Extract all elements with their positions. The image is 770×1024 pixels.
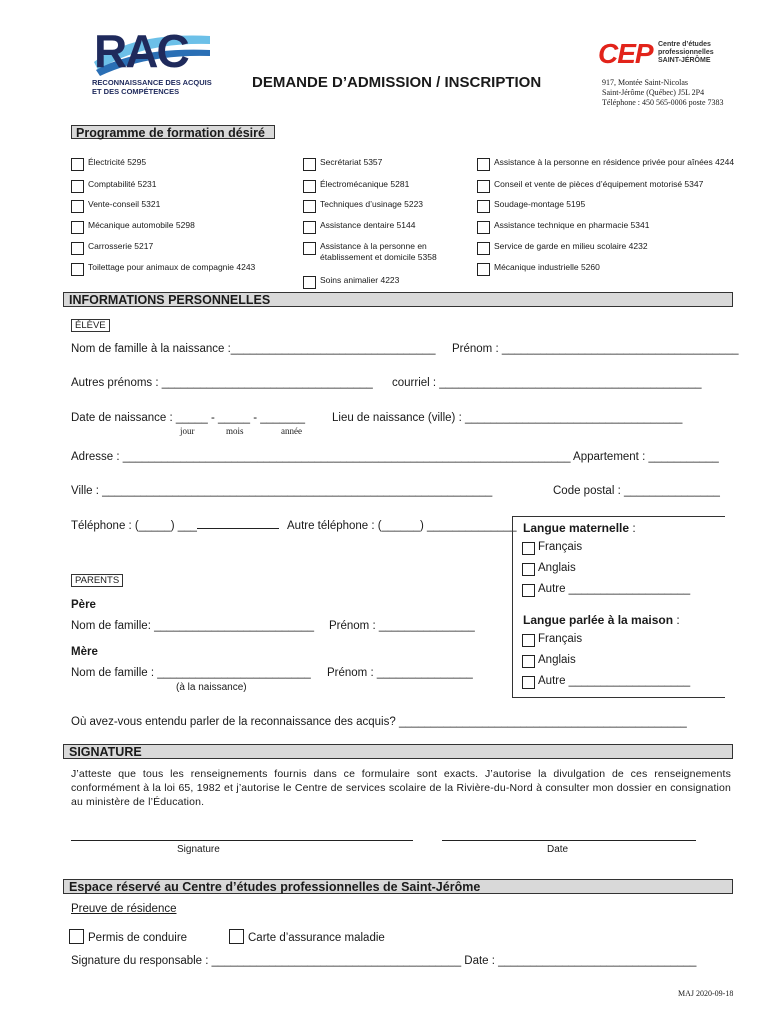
- cep-logo-sub1: Centre d’études: [658, 41, 711, 48]
- signature-heading: SIGNATURE: [63, 744, 733, 759]
- permis-label: Permis de conduire: [88, 932, 188, 944]
- maison-autre-checkbox[interactable]: [522, 676, 535, 689]
- mat-autre-checkbox[interactable]: [522, 584, 535, 597]
- nom-naissance-field[interactable]: Nom de famille à la naissance :________________________________: [71, 343, 436, 355]
- telephone-label: Téléphone : (_____) ___: [71, 520, 197, 532]
- ville-field[interactable]: Ville : _____________________________________________________________: [71, 485, 493, 497]
- mat-autre-label[interactable]: Autre ___________________: [538, 583, 691, 595]
- signature-text: J’atteste que tous les renseignements fournis dans ce formulaire sont exacts. J’autorise la divulgation de ces renseignements conformément à la loi 65, 1982 et j’autorise le Centre de services scolaire de la Rivière-du-Nord à consulter mon dossier en consignation au ministère de l’Éducation.: [71, 768, 731, 808]
- maison-anglais-label: Anglais: [538, 654, 576, 666]
- heard-about-field[interactable]: Où avez-vous entendu parler de la reconnaissance des acquis? _____________________________________________: [71, 716, 687, 728]
- program-checkbox[interactable]: [71, 200, 84, 213]
- program-checkbox[interactable]: [71, 180, 84, 193]
- code-postal-field[interactable]: Code postal : _______________: [553, 485, 720, 497]
- program-option-label: Techniques d’usinage 5223: [320, 199, 424, 209]
- program-option-label: Assistance à la personne en établissement et domicile 5358: [320, 241, 437, 262]
- pere-nom-field[interactable]: Nom de famille: _________________________: [71, 620, 314, 632]
- rac-logo-sub2: ET DES COMPÉTENCES: [92, 87, 180, 96]
- mere-label: Mère: [71, 646, 98, 658]
- program-option-label: Comptabilité 5231: [88, 179, 157, 189]
- mere-nom-field[interactable]: Nom de famille : ________________________: [71, 667, 311, 679]
- program-option-label: Conseil et vente de pièces d’équipement motorisé 5347: [494, 179, 704, 189]
- program-checkbox[interactable]: [477, 158, 490, 171]
- maison-anglais-checkbox[interactable]: [522, 655, 535, 668]
- address-line-3: Téléphone : 450 565-0006 poste 7383: [602, 98, 724, 107]
- langue-maison-label: Langue parlée à la maison :: [523, 613, 680, 627]
- preuve-residence-label: Preuve de résidence: [71, 903, 177, 915]
- program-option-label: Électromécanique 5281: [320, 179, 410, 189]
- eleve-tag: ÉLÈVE: [71, 319, 110, 332]
- cep-logo-sub3: SAINT-JÉRÔME: [658, 57, 711, 64]
- program-heading: Programme de formation désiré: [71, 125, 275, 139]
- program-checkbox[interactable]: [303, 158, 316, 171]
- program-option-label: Soudage-montage 5195: [494, 199, 586, 209]
- program-option-label: Secrétariat 5357: [320, 157, 383, 167]
- maison-autre-label[interactable]: Autre ___________________: [538, 675, 691, 687]
- prenom-field[interactable]: Prénom : _____________________________________: [452, 343, 739, 355]
- version-stamp: MAJ 2020-09-18: [678, 989, 734, 998]
- pere-label: Père: [71, 599, 96, 611]
- signature-label: Signature: [177, 844, 220, 855]
- pere-prenom-field[interactable]: Prénom : _______________: [329, 620, 475, 632]
- date-label: Date: [547, 844, 569, 855]
- address-line-1: 917, Montée Saint-Nicolas: [602, 78, 688, 87]
- carte-label: Carte d’assurance maladie: [248, 932, 385, 944]
- maison-francais-checkbox[interactable]: [522, 634, 535, 647]
- program-checkbox[interactable]: [71, 221, 84, 234]
- permis-checkbox[interactable]: [69, 929, 84, 944]
- program-option-label: Assistance technique en pharmacie 5341: [494, 220, 650, 230]
- page-title: DEMANDE D’ADMISSION / INSCRIPTION: [252, 74, 542, 91]
- program-checkbox[interactable]: [303, 221, 316, 234]
- program-option-label: Mécanique automobile 5298: [88, 220, 195, 230]
- program-checkbox[interactable]: [477, 180, 490, 193]
- rac-logo-text: RAC: [94, 25, 188, 77]
- program-option-label: Mécanique industrielle 5260: [494, 262, 600, 272]
- cep-logo-sub2: professionnelles: [658, 49, 714, 56]
- autres-prenoms-field[interactable]: Autres prénoms : _________________________________: [71, 377, 373, 389]
- program-checkbox[interactable]: [477, 263, 490, 276]
- autre-telephone-field[interactable]: Autre téléphone : (______) ______________: [287, 520, 517, 532]
- personal-info-heading: INFORMATIONS PERSONNELLES: [63, 292, 733, 307]
- mere-prenom-field[interactable]: Prénom : _______________: [327, 667, 473, 679]
- program-checkbox[interactable]: [477, 221, 490, 234]
- parents-tag: PARENTS: [71, 574, 123, 587]
- program-option-label: Soins animalier 4223: [320, 275, 400, 285]
- mat-anglais-label: Anglais: [538, 562, 576, 574]
- maison-francais-label: Français: [538, 633, 583, 645]
- mat-francais-label: Français: [538, 541, 583, 553]
- program-checkbox[interactable]: [477, 242, 490, 255]
- naissance-note: (à la naissance): [176, 682, 247, 693]
- telephone-field[interactable]: [71, 520, 279, 532]
- program-option-label: Assistance à la personne en résidence privée pour aînées 4244: [494, 157, 735, 167]
- program-checkbox[interactable]: [71, 263, 84, 276]
- jour-label: jour: [180, 426, 195, 436]
- rac-logo: [92, 22, 212, 100]
- adresse-field[interactable]: Adresse : ______________________________________________________________________ Appartement : ___________: [71, 451, 719, 463]
- reserved-heading: Espace réservé au Centre d’études professionnelles de Saint-Jérôme: [63, 879, 733, 894]
- mat-anglais-checkbox[interactable]: [522, 563, 535, 576]
- program-checkbox[interactable]: [477, 200, 490, 213]
- address-line-2: Saint-Jérôme (Québec) J5L 2P4: [602, 88, 705, 97]
- annee-label: année: [281, 426, 302, 436]
- program-checkbox[interactable]: [303, 180, 316, 193]
- cep-logo: [598, 38, 738, 72]
- program-option-label: Toilettage pour animaux de compagnie 4243: [88, 262, 256, 272]
- mois-label: mois: [226, 426, 244, 436]
- program-option-label: Assistance dentaire 5144: [320, 220, 416, 230]
- program-option-label: Carrosserie 5217: [88, 241, 154, 251]
- date-naissance-field[interactable]: Date de naissance : _____ - _____ - _______: [71, 412, 306, 424]
- mat-francais-checkbox[interactable]: [522, 542, 535, 555]
- program-option-label: Électricité 5295: [88, 157, 147, 167]
- rac-logo-sub1: RECONNAISSANCE DES ACQUIS: [92, 78, 212, 87]
- program-checkbox[interactable]: [71, 158, 84, 171]
- cep-logo-text: CEP: [598, 38, 653, 69]
- signature-line[interactable]: [71, 840, 413, 841]
- program-option-label: Service de garde en milieu scolaire 4232: [494, 241, 648, 251]
- lieu-naissance-field[interactable]: Lieu de naissance (ville) : __________________________________: [332, 412, 683, 424]
- carte-checkbox[interactable]: [229, 929, 244, 944]
- date-line[interactable]: [442, 840, 696, 841]
- courriel-field[interactable]: courriel : _________________________________________: [392, 377, 702, 389]
- program-checkbox[interactable]: [303, 200, 316, 213]
- program-checkbox[interactable]: [303, 276, 316, 289]
- langue-maternelle-label: Langue maternelle :: [523, 521, 636, 535]
- telephone-line: [197, 528, 279, 529]
- responsable-signature-field[interactable]: Signature du responsable : _______________________________________ Date : _______________________________: [71, 955, 697, 967]
- program-checkbox[interactable]: [71, 242, 84, 255]
- program-checkbox[interactable]: [303, 242, 316, 255]
- program-option-label: Vente-conseil 5321: [88, 199, 161, 209]
